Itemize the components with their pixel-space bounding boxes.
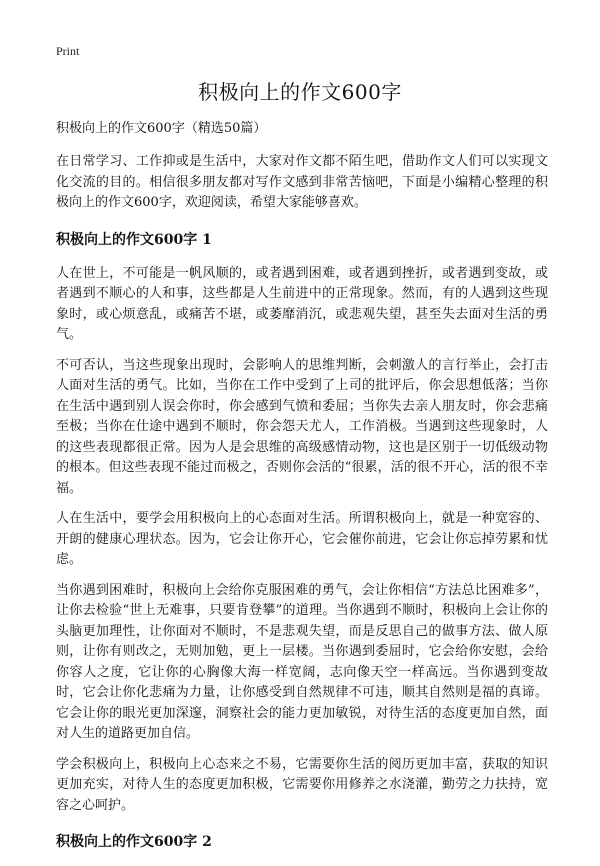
page-title: 积极向上的作文600字 [198,80,402,104]
intro-paragraph: 在日常学习、工作抑或是生活中，大家对作文都不陌生吧，借助作文人们可以实现文化交流的目的。相信很多朋友都对写作文感到非常苦恼吧，下面是小编精心整理的积极向上的作文600字，欢迎阅读，希望大家能够喜欢。 [56,154,548,210]
body-paragraph: 人在世上，不可能是一帆风顺的，或者遇到困难，或者遇到挫折，或者遇到变故，或者遇到不顺心的人和事，这些都是人生前进中的正常现象。然而，有的人遇到这些现象时，或心烦意乱，或痛苦不堪，或萎靡消沉，或悲观失望，甚至失去面对生活的勇气。 [56,265,548,342]
section-heading: 积极向上的作文600字 2 [56,834,212,850]
body-paragraph: 不可否认，当这些现象出现时，会影响人的思维判断，会刺激人的言行举止，会打击人面对生活的勇气。比如，当你在工作中受到了上司的批评后，你会思想低落；当你在生活中遇到别人误会你时，你会感到气愤和委屈；当你失去亲人朋友时，你会悲痛至极；当你在仕途中遇到不顺时，你会怨天尤人，工作消极。当遇到这些现象时，人的这些表现都很正常。因为人是会思维的高级感情动物，这也是区别于一切低级动物的根本。但这些表现不能过而极之，否则你会活的“很累，活的很不开心，活的很不幸福。 [56,357,548,496]
body-paragraph: 学会积极向上，积极向上心态来之不易，它需要你生活的阅历更加丰富，获取的知识更加充实，对待人生的态度更加积极，它需要你用修养之水浇灌，勤劳之力扶持，宽容之心呵护。 [56,756,548,813]
article-body [56,118,548,866]
article-subtitle: 积极向上的作文600字（精选50篇） [56,121,267,136]
section-heading: 积极向上的作文600字 1 [56,231,212,248]
body-paragraph: 人在生活中，要学会用积极向上的心态面对生活。所谓积极向上，就是一种宽容的、开朗的健康心理状态。因为，它会让你开心，它会催你前进，它会让你忘掉劳累和忧虑。 [56,511,548,567]
body-paragraph: 当你遇到困难时，积极向上会给你克服困难的勇气，会让你相信“方法总比困难多”，让你去检验“世上无难事，只要肯登攀”的道理。当你遇到不顺时，积极向上会让你的头脑更加理性，让你面对不顺时，不是悲观失望，而是反思自己的做事方法、做人原则，让你有则改之，无则加勉，更上一层楼。当你遇到委屈时，它会给你安慰，会给你容人之度，它让你的心胸像大海一样宽阔，志向像天空一样高远。当你遇到变故时，它会让你化悲痛为力量，让你感受到自然规律不可违，顺其自然则是福的真谛。它会让你的眼光更加深邃，洞察社会的能力更加敏锐，对待生活的态度更加自然，面对人生的道路更加自信。 [56,582,548,741]
print-link[interactable]: Print [56,44,80,58]
